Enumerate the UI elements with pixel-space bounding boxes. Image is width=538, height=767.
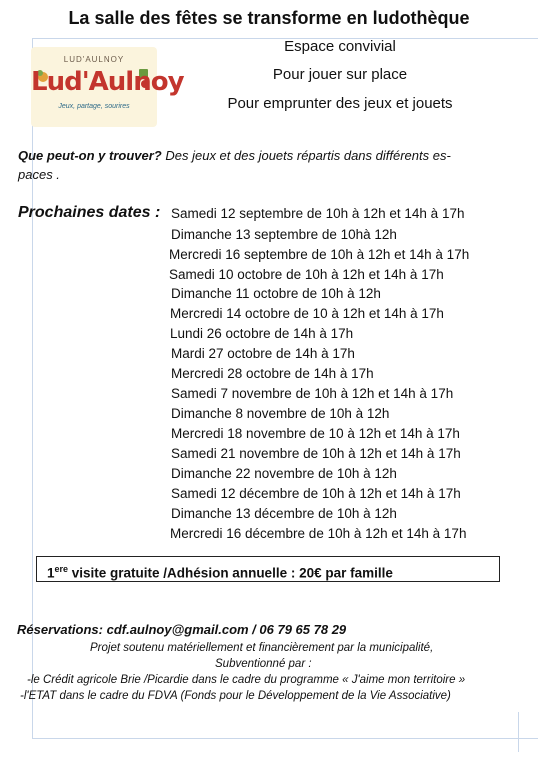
date-item: Samedi 7 novembre de 10h à 12h et 14h à 17h	[171, 386, 454, 401]
visit-info-box	[36, 556, 500, 582]
footer-line-4: -l'ETAT dans le cadre du FDVA (Fonds pour le Développement de la Vie Associative)	[20, 690, 451, 702]
page-title: La salle des fêtes se transforme en ludothèque	[68, 8, 470, 28]
date-item: Samedi 12 décembre de 10h à 12h et 14h à 17h	[171, 486, 461, 501]
date-item: Dimanche 8 novembre de 10h à 12h	[171, 406, 390, 421]
logo-main-text: Lud'Aulnoy	[31, 67, 184, 97]
header-line-3: Pour emprunter des jeux et jouets	[227, 95, 453, 112]
logo-tagline: Jeux, partage, sourires	[58, 103, 130, 110]
visit-superscript: ere	[54, 564, 69, 574]
page-frame-bottom	[32, 738, 538, 739]
date-item: Samedi 21 novembre de 10h à 12h et 14h à 17h	[171, 446, 461, 461]
question-text: Des jeux et des jouets répartis dans différents es-	[165, 148, 451, 163]
date-item: Dimanche 13 septembre de 10hà 12h	[171, 227, 397, 242]
date-item: Mercredi 18 novembre de 10 à 12h et 14h à 17h	[171, 426, 460, 441]
dates-label: Prochaines dates :	[18, 204, 161, 221]
logo-top-text: LUD'AULNOY	[63, 55, 125, 64]
date-item: Mercredi 28 octobre de 14h à 17h	[171, 366, 374, 381]
date-item: Dimanche 22 novembre de 10h à 12h	[171, 466, 397, 481]
question-paragraph	[18, 146, 513, 184]
logo	[31, 47, 184, 127]
page-frame-right	[518, 712, 519, 752]
date-item: Mercredi 16 septembre de 10h à 12h et 14h à 17h	[169, 247, 470, 262]
question-label: Que peut-on y trouver?	[18, 148, 162, 163]
date-item: Dimanche 13 décembre de 10h à 12h	[171, 506, 397, 521]
visit-number: 1	[47, 565, 55, 581]
date-item: Mercredi 14 octobre de 10 à 12h et 14h à 17h	[170, 306, 444, 321]
question-text-2: paces .	[18, 167, 60, 182]
date-item: Samedi 12 septembre de 10h à 12h et 14h à 17h	[171, 206, 465, 221]
date-item: Mardi 27 octobre de 14h à 17h	[171, 346, 355, 361]
date-item: Mercredi 16 décembre de 10h à 12h et 14h à 17h	[170, 526, 467, 541]
footer-line-3: -le Crédit agricole Brie /Picardie dans le cadre du programme « J'aime mon territoire »	[27, 674, 466, 686]
date-item: Samedi 10 octobre de 10h à 12h et 14h à 17h	[169, 267, 444, 282]
reservations-line: Réservations: cdf.aulnoy@gmail.com / 06 79 65 78 29	[17, 622, 347, 637]
date-item: Dimanche 11 octobre de 10h à 12h	[171, 286, 381, 301]
header-line-2: Pour jouer sur place	[272, 66, 408, 83]
footer-line-2: Subventionné par :	[215, 658, 312, 670]
header-line-1: Espace convivial	[284, 38, 396, 55]
footer-line-1: Projet soutenu matériellement et financièrement par la municipalité,	[90, 642, 434, 654]
visit-text: visite gratuite /Adhésion annuelle : 20€ par famille	[68, 565, 393, 581]
date-item: Lundi 26 octobre de 14h à 17h	[170, 326, 354, 341]
